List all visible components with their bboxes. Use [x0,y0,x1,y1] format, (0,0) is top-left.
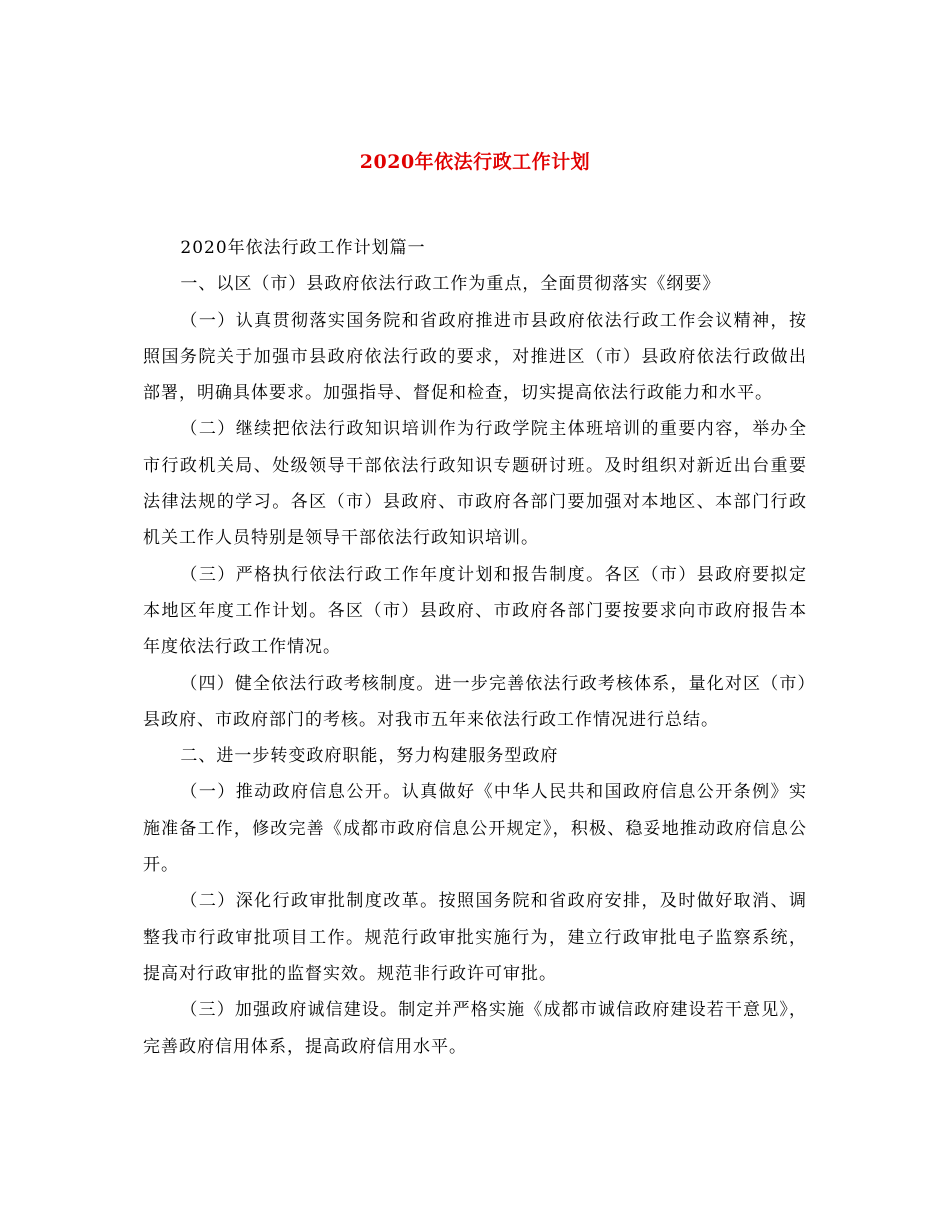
paragraph-1-3: （三）严格执行依法行政工作年度计划和报告制度。各区（市）县政府要拟定本地区年度工作计划。各区（市）县政府、市政府各部门要按要求向市政府报告本年度依法行政工作情况。 [143,564,807,658]
paragraph-1-1: （一）认真贯彻落实国务院和省政府推进市县政府依法行政工作会议精神，按照国务院关于加强市县政府依法行政的要求，对推进区（市）县政府依法行政做出部署，明确具体要求。加强指导、督促和检查，切实提高依法行政能力和水平。 [143,310,807,404]
heading-part-one: 一、以区（市）县政府依法行政工作为重点，全面贯彻落实《纲要》 [180,274,721,295]
paragraph-2-3: （三）加强政府诚信建设。制定并严格实施《成都市诚信政府建设若干意见》，完善政府信用体系，提高政府信用水平。 [143,1000,807,1057]
paragraph-2-2: （二）深化行政审批制度改革。按照国务院和省政府安排，及时做好取消、调整我市行政审批项目工作。规范行政审批实施行为，建立行政审批电子监察系统，提高对行政审批的监督实效。规范非行政许可审批。 [143,891,807,984]
paragraph-2-1: （一）推动政府信息公开。认真做好《中华人民共和国政府信息公开条例》实施准备工作，修改完善《成都市政府信息公开规定》，积极、稳妥地推动政府信息公开。 [143,782,807,876]
document-body [143,230,807,1065]
section-heading: 2020年依法行政工作计划篇一 [180,238,426,258]
paragraph-1-2: （二）继续把依法行政知识培训作为行政学院主体班培训的重要内容，举办全市行政机关局、处级领导干部依法行政知识专题研讨班。及时组织对新近出台重要法律法规的学习。各区（市）县政府、市政府各部门要加强对本地区、本部门行政机关工作人员特别是领导干部依法行政知识培训。 [143,419,807,549]
paragraph-1-4: （四）健全依法行政考核制度。进一步完善依法行政考核体系，量化对区（市）县政府、市政府部门的考核。对我市五年来依法行政工作情况进行总结。 [143,673,807,730]
document-title: 2020年依法行政工作计划 [359,151,591,173]
heading-part-two: 二、进一步转变政府职能，努力构建服务型政府 [180,746,559,767]
